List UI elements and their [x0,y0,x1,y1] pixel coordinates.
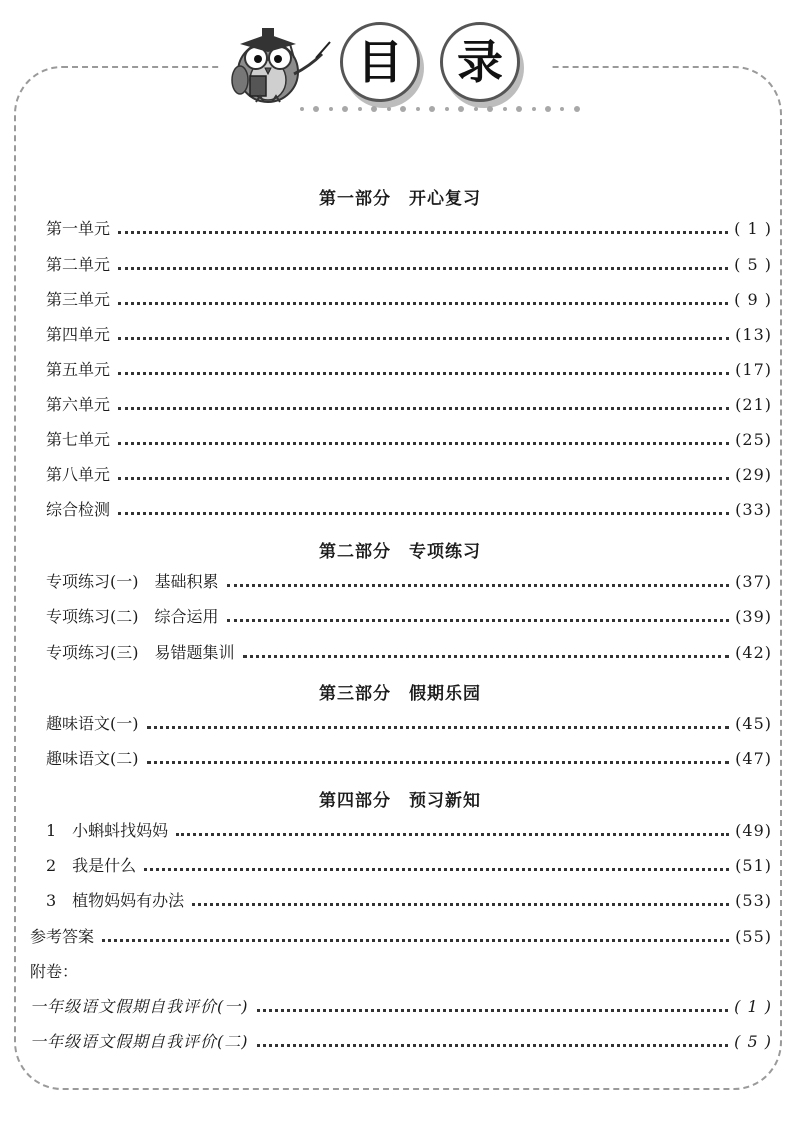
toc-entry-label: 第八单元 [46,465,111,484]
dot-leader [118,476,729,480]
toc-entry-label: 一年级语文假期自我评价(二) [30,1032,249,1051]
toc-entry-label: 3 植物妈妈有办法 [46,891,185,910]
toc-entry-page: (13) [735,325,772,344]
title-char-1: 目 [340,22,420,102]
toc-entry-label: 一年级语文假期自我评价(一) [30,997,249,1016]
toc-entry-page: (49) [735,821,772,840]
toc-entry[interactable] [46,713,772,735]
dot-leader [176,832,729,836]
toc-entry-page: ( 1 ) [734,219,772,238]
title-dot-line [300,104,580,114]
toc-entry-label: 第三单元 [46,290,111,309]
toc-entry-page: (47) [735,749,772,768]
toc-entry-label: 第二单元 [46,255,111,274]
toc-entry-page: (33) [735,500,772,519]
toc-entry-label: 综合检测 [46,500,111,519]
toc-entry-page: (21) [735,395,772,414]
owl-teacher-icon [220,14,332,106]
appendix-heading: 附卷： [30,962,79,981]
dot-leader [118,511,729,515]
toc-entry-page: (37) [735,572,772,591]
toc-entry[interactable] [46,571,772,593]
toc-entry[interactable] [46,324,772,346]
toc-entry[interactable] [46,748,772,770]
dot-leader [192,902,729,906]
toc-entry-label: 参考答案 [30,927,95,946]
dot-leader [118,406,729,410]
toc-entry-label: 专项练习(三) 易错题集训 [46,643,235,662]
dot-leader [144,867,729,871]
toc-entry-label: 趣味语文(二) [46,749,139,768]
toc-entry-page: (25) [735,430,772,449]
toc-entry[interactable] [46,606,772,628]
dot-leader [118,336,729,340]
toc-entry[interactable] [46,855,772,877]
toc-entry-page: (55) [735,927,772,946]
toc-entry[interactable] [46,359,772,381]
toc-entry-label: 趣味语文(一) [46,714,139,733]
toc-entry-appendix[interactable] [30,996,772,1018]
toc-entry-page: (17) [735,360,772,379]
dot-leader [102,938,729,942]
toc-entry-appendix[interactable] [30,1031,772,1053]
title-char-2: 录 [440,22,520,102]
section-heading-part4: 第四部分 预习新知 [319,791,481,811]
toc-entry-label: 第五单元 [46,360,111,379]
dot-leader [243,654,730,658]
toc-entry[interactable] [46,499,772,521]
toc-entry-page: (51) [735,856,772,875]
dot-leader [118,301,728,305]
toc-entry[interactable] [46,218,772,240]
toc-entry-page: (53) [735,891,772,910]
dot-leader [118,230,728,234]
dot-leader [257,1008,729,1012]
dot-leader [118,371,729,375]
toc-entry-page: (29) [735,465,772,484]
toc-entry[interactable] [46,429,772,451]
dot-leader [227,583,730,587]
toc-entry-page: (42) [735,643,772,662]
toc-entry[interactable] [46,394,772,416]
toc-entry-label: 专项练习(一) 基础积累 [46,572,219,591]
toc-entry-label: 第一单元 [46,219,111,238]
toc-entry-label: 第四单元 [46,325,111,344]
toc-entry-label: 第六单元 [46,395,111,414]
toc-entry-label: 专项练习(二) 综合运用 [46,607,219,626]
toc-entry[interactable] [46,642,772,664]
toc-entry-page: ( 5 ) [734,1032,772,1051]
toc-entry[interactable] [46,464,772,486]
dot-leader [118,266,728,270]
section-heading-part3: 第三部分 假期乐园 [319,684,481,704]
toc-entry-page: ( 5 ) [734,255,772,274]
section-heading-part1: 第一部分 开心复习 [319,189,481,209]
toc-entry-page: (39) [735,607,772,626]
toc-entry-label: 2 我是什么 [46,856,137,875]
dot-leader [118,441,729,445]
toc-entry[interactable] [46,890,772,912]
toc-entry-page: ( 9 ) [734,290,772,309]
toc-entry-page: (45) [735,714,772,733]
toc-entry-page: ( 1 ) [734,997,772,1016]
toc-entry[interactable] [46,820,772,842]
toc-entry-answers[interactable] [30,926,772,948]
dot-leader [147,760,730,764]
dot-leader [257,1043,729,1047]
toc-entry[interactable] [46,254,772,276]
toc-entry-label: 第七单元 [46,430,111,449]
toc-entry-label: 1 小蝌蚪找妈妈 [46,821,169,840]
section-heading-part2: 第二部分 专项练习 [319,542,481,562]
dot-leader [147,725,730,729]
dot-leader [227,618,730,622]
toc-entry[interactable] [46,289,772,311]
